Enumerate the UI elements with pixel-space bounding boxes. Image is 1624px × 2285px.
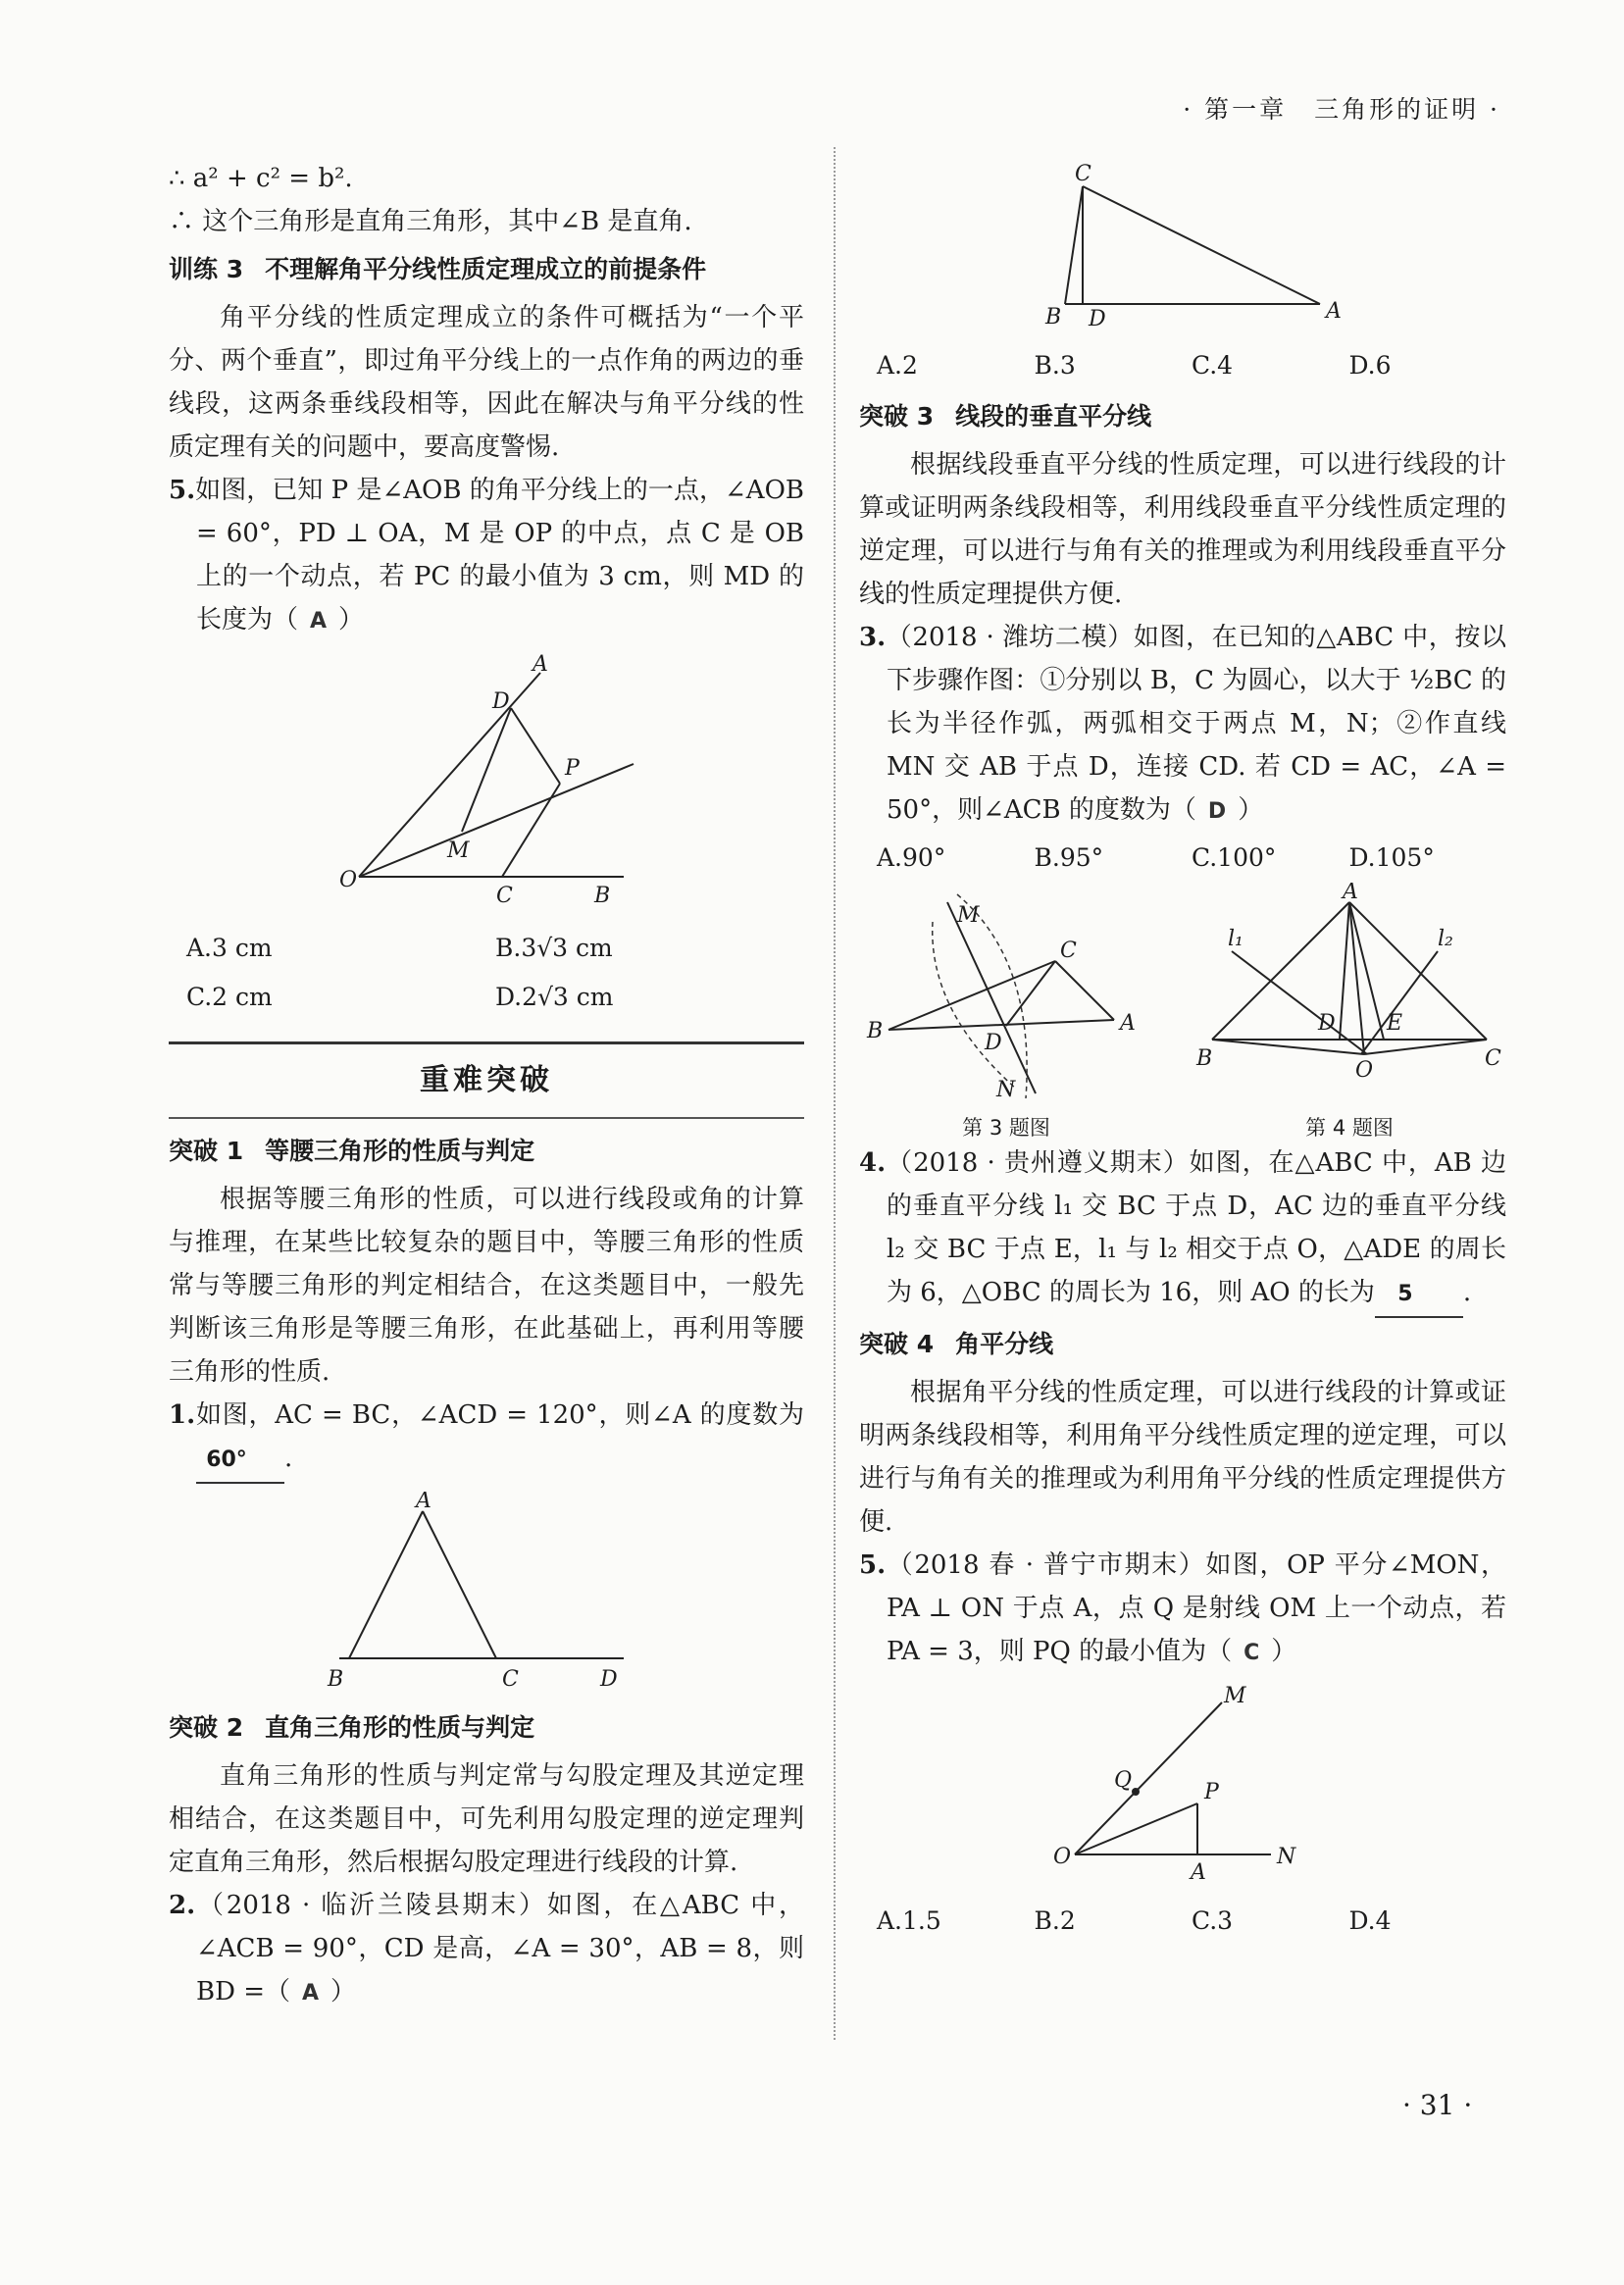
left-q1-end: . [284, 1444, 293, 1473]
breakthrough2-heading [169, 1705, 804, 1751]
left-q5-label-A: A [533, 652, 548, 677]
right-column [859, 149, 1506, 1946]
right-q3-number: 3. [859, 623, 887, 652]
q4-label-l2: l₂ [1438, 927, 1453, 951]
proof-line-2: ∴ 这个三角形是直角三角形，其中∠B 是直角. [169, 207, 692, 236]
right-q4-number: 4. [859, 1148, 887, 1178]
training3-heading [169, 247, 804, 292]
q4-label-A: A [1343, 883, 1358, 904]
right-q5-text: （2018 春 · 普宁市期末）如图，OP 平分∠MON，PA ⊥ ON 于点 A，点 Q 是射线 OM 上一个动点，若 PA = 3，则 PQ 的最小值为（ [886, 1550, 1506, 1666]
breakthrough1-paragraph: 根据等腰三角形的性质，可以进行线段或角的计算与推理，在某些比较复杂的题目中，等腰三角形的性质常与等腰三角形的判定相结合，在这类题目中，一般先判断该三角形是等腰三角形，在此基础上，再利用等腰三角形的性质. [169, 1185, 804, 1387]
breakthrough1-heading [169, 1129, 804, 1174]
q4-caption: 第 4 题图 [1305, 1116, 1394, 1140]
q2-choice-c: C.4 [1192, 351, 1234, 380]
left-q5-choice-b: B.3√3 cm [495, 934, 613, 962]
section-banner: 重难突破 [169, 1041, 804, 1119]
breakthrough4-title: 角平分线 [955, 1330, 1054, 1358]
breakthrough2-tag: 突破 2 [169, 1713, 244, 1742]
left-q2-close: ） [330, 1977, 357, 2006]
breakthrough4-paragraph: 根据角平分线的性质定理，可以进行线段的计算或证明两条线段相等，利用角平分线性质定理的逆定理，可以进行与角有关的推理或为利用角平分线的性质定理提供方便. [859, 1378, 1506, 1537]
right-q5-choice-b: B.2 [1034, 1906, 1076, 1935]
breakthrough3-tag: 突破 3 [859, 402, 935, 431]
left-q1-label-B: B [328, 1667, 344, 1692]
right-q3-text: （2018 · 潍坊二模）如图，在已知的△ABC 中，按以下步骤作图：①分别以 B，C 为圆心，以大于 ½BC 的长为半径作弧，两弧相交于两点 M，N；②作直线 MN 交 AB 于点 D，连接 CD. 若 CD = AC，∠A = 50°，则∠ACB 的度数为（ [886, 623, 1506, 825]
right-q5-close: ） [1271, 1637, 1297, 1666]
right-q5-label-Q: Q [1114, 1768, 1133, 1793]
q3-q4-figures [859, 883, 1506, 1142]
q3-label-N: N [996, 1078, 1016, 1102]
breakthrough2-title: 直角三角形的性质与判定 [265, 1713, 535, 1742]
left-q2-text: （2018 · 临沂兰陵县期末）如图，在△ABC 中，∠ACB = 90°，CD 是高，∠A = 30°，AB = 8，则 BD =（ [195, 1891, 804, 2006]
right-q5-choices [859, 1897, 1506, 1946]
breakthrough3-title: 线段的垂直平分线 [955, 402, 1152, 431]
q4-figure [1193, 883, 1506, 1108]
page-number: · 31 · [1402, 2089, 1473, 2121]
q4-label-C: C [1485, 1046, 1501, 1071]
left-q5 [169, 469, 804, 643]
right-q5 [859, 1544, 1506, 1675]
right-q5-label-A: A [1191, 1860, 1206, 1885]
left-q2-number: 2. [169, 1891, 196, 1920]
left-q1-text: 如图，AC = BC，∠ACD = 120°，则∠A 的度数为 [195, 1400, 804, 1430]
right-q5-figure [1036, 1683, 1330, 1889]
column-divider [834, 147, 836, 2040]
q4-label-E: E [1387, 1011, 1403, 1036]
left-q2 [169, 1884, 804, 2015]
q3-figure [859, 883, 1153, 1108]
left-q5-choice-d: D.2√3 cm [495, 983, 614, 1011]
left-q5-label-O: O [339, 868, 358, 892]
training3-tag: 训练 3 [169, 255, 244, 283]
q4-label-B: B [1196, 1046, 1213, 1071]
left-q5-label-C: C [496, 884, 513, 908]
q2-choice-d: D.6 [1348, 351, 1392, 380]
left-q1-figure [310, 1492, 663, 1698]
breakthrough2-paragraph: 直角三角形的性质与判定常与勾股定理及其逆定理相结合，在这类题目中，可先利用勾股定理的逆定理判定直角三角形，然后根据勾股定理进行线段的计算. [169, 1761, 804, 1877]
breakthrough3-paragraph: 根据线段垂直平分线的性质定理，可以进行线段的计算或证明两条线段相等，利用线段垂直平分线性质定理的逆定理，可以进行与角有关的推理或为利用线段垂直平分线的性质定理提供方便. [859, 450, 1506, 609]
right-q5-answer: C [1243, 1641, 1260, 1665]
left-q5-text: 如图，已知 P 是∠AOB 的角平分线上的一点，∠AOB = 60°，PD ⊥ OA，M 是 OP 的中点，点 C 是 OB 上的一个动点，若 PC 的最小值为 3 cm，则 MD 的长度为（ [195, 476, 804, 635]
breakthrough1-tag: 突破 1 [169, 1137, 244, 1165]
right-q3-answer: D [1207, 799, 1227, 824]
q4-figure-block [1193, 883, 1506, 1142]
left-q1-label-C: C [502, 1667, 519, 1692]
q3-caption: 第 3 题图 [962, 1116, 1050, 1140]
q2-figure [1006, 157, 1359, 333]
right-q5-label-O: O [1053, 1845, 1072, 1869]
breakthrough4-tag: 突破 4 [859, 1330, 935, 1358]
right-q3-choice-a: A.90° [877, 843, 946, 872]
left-q5-figure [300, 651, 673, 916]
q4-label-l1: l₁ [1228, 927, 1243, 951]
left-q5-number: 5. [169, 476, 196, 505]
right-q4 [859, 1142, 1506, 1318]
left-column [169, 157, 804, 2015]
left-q2-answer: A [302, 1981, 320, 2006]
left-q1-answer: 60° [196, 1439, 284, 1484]
q3-label-A: A [1120, 1011, 1136, 1036]
right-q3-choices [859, 834, 1506, 883]
right-q5-choice-d: D.4 [1348, 1906, 1392, 1935]
right-q3-choice-d: D.105° [1348, 843, 1435, 872]
right-q4-answer: 5 [1375, 1273, 1463, 1318]
q3-figure-block [859, 883, 1153, 1142]
q4-label-D: D [1318, 1011, 1336, 1036]
q2-choice-b: B.3 [1034, 351, 1076, 380]
q4-label-O: O [1355, 1058, 1374, 1083]
proof-line-1: ∴ a² + c² = b². [169, 164, 353, 193]
right-q3-close: ） [1238, 795, 1264, 825]
right-q3-choice-b: B.95° [1034, 843, 1104, 872]
left-q5-label-D: D [492, 689, 510, 714]
left-q5-choices [169, 924, 804, 1022]
q2-label-D: D [1089, 307, 1106, 331]
q2-label-C: C [1075, 162, 1091, 186]
training3-title: 不理解角平分线性质定理成立的前提条件 [265, 255, 707, 283]
left-q5-answer: A [310, 609, 328, 634]
q3-label-C: C [1060, 939, 1077, 963]
right-q5-number: 5. [859, 1550, 887, 1580]
right-q4-end: . [1462, 1278, 1472, 1307]
left-q5-label-P: P [565, 756, 580, 781]
left-q5-label-B: B [594, 884, 611, 908]
q3-label-D: D [985, 1031, 1002, 1055]
q2-label-B: B [1045, 305, 1062, 330]
left-q5-label-M: M [447, 838, 470, 863]
right-q5-label-M: M [1224, 1684, 1246, 1708]
left-q5-close: ） [338, 605, 365, 635]
right-q5-label-P: P [1204, 1780, 1219, 1804]
q2-label-A: A [1326, 299, 1342, 324]
left-q5-choice-a: A.3 cm [186, 934, 273, 962]
left-q5-choice-c: C.2 cm [186, 983, 273, 1011]
q3-label-M: M [957, 903, 980, 928]
right-q5-choice-a: A.1.5 [877, 1906, 941, 1935]
right-q5-choice-c: C.3 [1192, 1906, 1234, 1935]
q2-choice-a: A.2 [877, 351, 918, 380]
right-q5-label-N: N [1277, 1845, 1296, 1869]
right-q4-text: （2018 · 贵州遵义期末）如图，在△ABC 中，AB 边的垂直平分线 l₁ 交 BC 于点 D，AC 边的垂直平分线 l₂ 交 BC 于点 E，l₁ 与 l₂ 相交于点 O，△ADE 的周长为 6，△OBC 的周长为 16，则 AO 的长为 [886, 1148, 1506, 1307]
breakthrough3-heading [859, 394, 1506, 439]
left-q1-label-A: A [416, 1492, 431, 1513]
training3-paragraph: 角平分线的性质定理成立的条件可概括为“一个平分、两个垂直”，即过角平分线上的一点作角的两边的垂线段，这两条垂线段相等，因此在解决与角平分线的性质定理有关的问题中，要高度警惕. [169, 303, 804, 462]
running-header: · 第一章 三角形的证明 · [1183, 95, 1500, 124]
left-q1-number: 1. [169, 1400, 196, 1430]
right-q3 [859, 616, 1506, 834]
right-q3-choice-c: C.100° [1192, 843, 1277, 872]
q3-label-B: B [867, 1019, 884, 1043]
breakthrough4-heading [859, 1322, 1506, 1367]
q2-choices [859, 341, 1506, 390]
left-q1-label-D: D [600, 1667, 618, 1692]
breakthrough1-title: 等腰三角形的性质与判定 [265, 1137, 535, 1165]
left-q1 [169, 1394, 804, 1484]
